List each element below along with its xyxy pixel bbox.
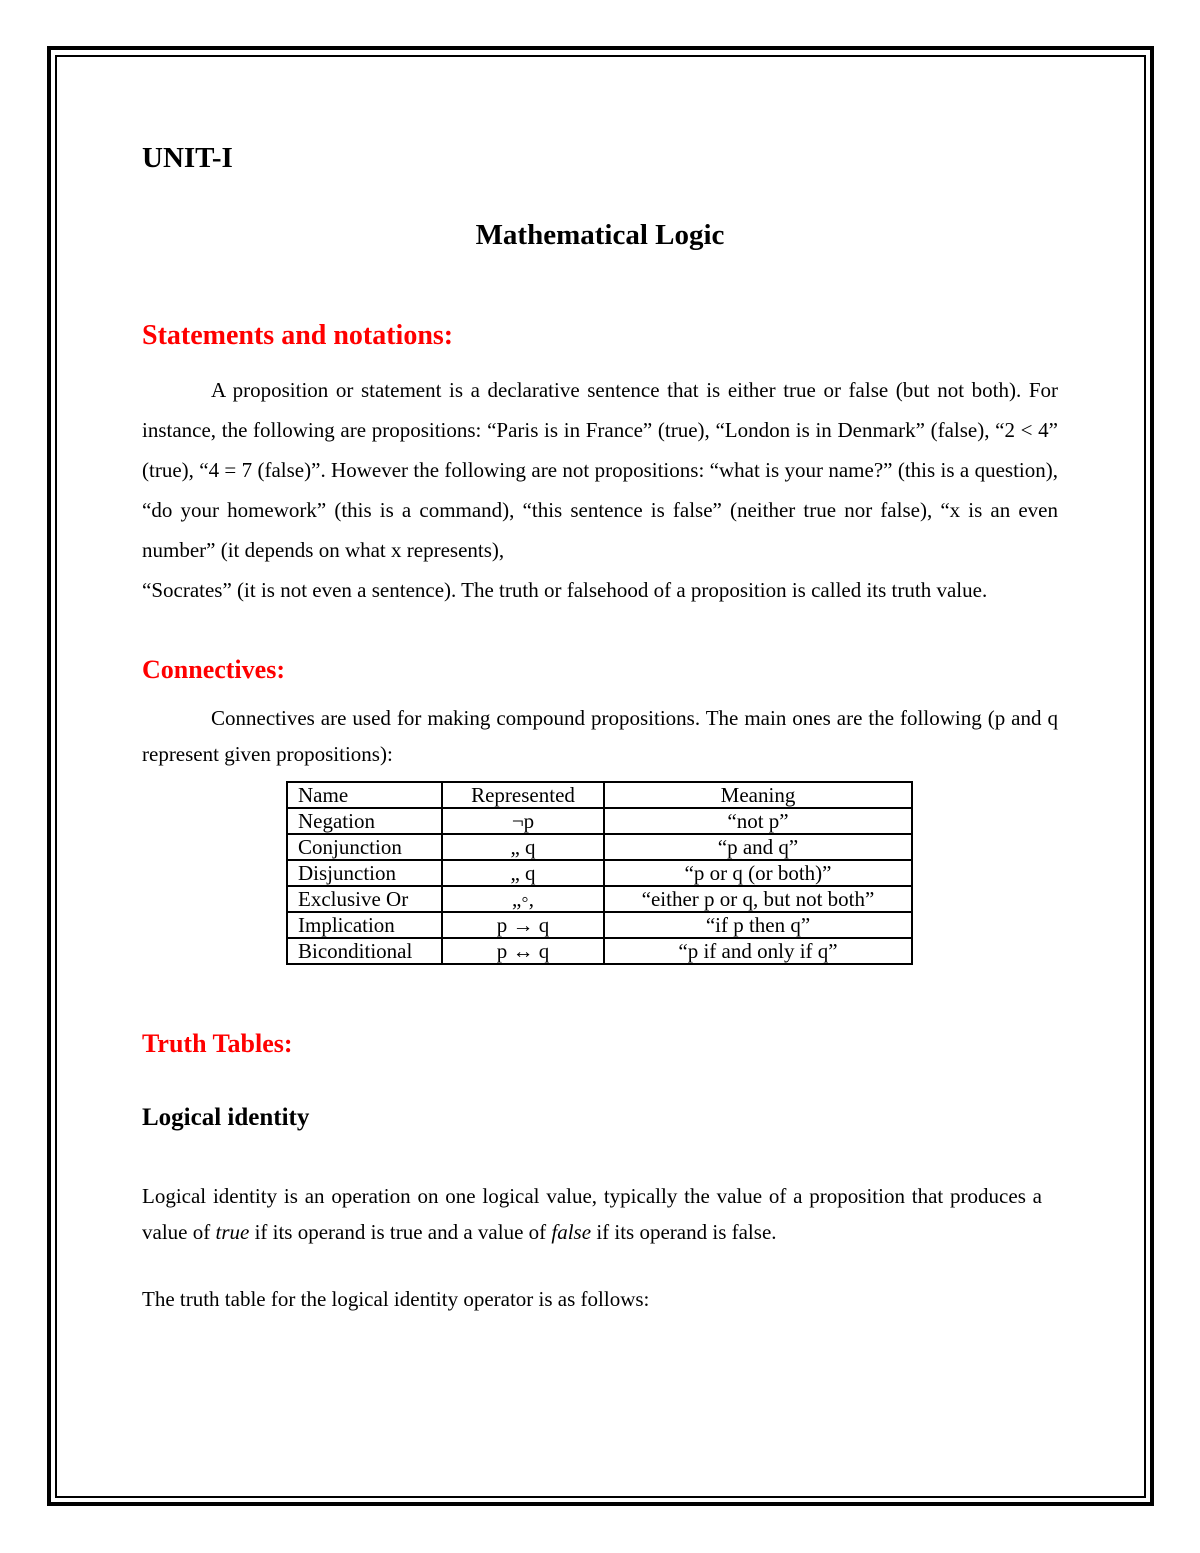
table-cell-meaning: “p if and only if q” (604, 938, 912, 964)
table-header-row (287, 782, 912, 808)
identity-text-start: Logical identity is an operation on one logical value, typically the value of a proposition that produces a value of (142, 1184, 1042, 1244)
table-row (287, 886, 912, 912)
table-row (287, 860, 912, 886)
connectives-text: Connectives are used for making compound propositions. The main ones are the following (p and q represent given propositions): (142, 706, 1058, 766)
table-header-represented: Represented (442, 782, 604, 808)
logical-identity-heading: Logical identity (142, 1104, 310, 1131)
table-cell-meaning: “p or q (or both)” (604, 860, 912, 886)
table-cell-meaning: “p and q” (604, 834, 912, 860)
table-cell-name: Negation (287, 808, 442, 834)
table-cell-represented: p → q (442, 912, 604, 938)
table-cell-meaning: “if p then q” (604, 912, 912, 938)
table-cell-name: Exclusive Or (287, 886, 442, 912)
table-row (287, 912, 912, 938)
table-cell-represented: „ q (442, 834, 604, 860)
statements-paragraph (142, 370, 1058, 570)
table-header-name: Name (287, 782, 442, 808)
logical-identity-paragraph (142, 1178, 1042, 1250)
statements-text-2: “Socrates” (it is not even a sentence). The truth or falsehood of a proposition is called its truth value. (142, 578, 988, 602)
truth-tables-heading: Truth Tables: (142, 1029, 293, 1058)
identity-text-mid: if its operand is true and a value of (249, 1220, 552, 1244)
statements-paragraph-2 (142, 572, 1058, 608)
connectives-heading: Connectives: (142, 655, 285, 684)
unit-label: UNIT-I (142, 142, 233, 174)
identity-italic-false: false (551, 1220, 592, 1244)
table-cell-represented: ¬p (442, 808, 604, 834)
table-cell-name: Disjunction (287, 860, 442, 886)
table-cell-represented: „◦, (442, 886, 604, 912)
connectives-paragraph (142, 700, 1058, 772)
identity-italic-true: true (215, 1220, 250, 1244)
table-header-meaning: Meaning (604, 782, 912, 808)
page-title: Mathematical Logic (475, 219, 725, 251)
identity-text-end: if its operand is false. (591, 1220, 777, 1244)
table-row (287, 938, 912, 964)
statements-text: A proposition or statement is a declarative sentence that is either true or false (but not both). For instance, the following are propositions: “Paris is in France” (true), “London is in Denmark” (false), “2 < 4” (true), “4 = 7 (false)”. However the following are not propositions: “what is your name?” (this is a question), “do your homework” (this is a command), “this sentence is false” (neither true nor false), “x is an even number” (it depends on what x represents), (142, 378, 1058, 562)
table-cell-name: Conjunction (287, 834, 442, 860)
table-row (287, 834, 912, 860)
table-cell-name: Biconditional (287, 938, 442, 964)
table-cell-name: Implication (287, 912, 442, 938)
truth-table-intro: The truth table for the logical identity operator is as follows: (142, 1287, 650, 1311)
table-cell-represented: p ↔ q (442, 938, 604, 964)
table-cell-meaning: “not p” (604, 808, 912, 834)
connectives-table (286, 781, 913, 965)
page-border-inner (55, 55, 1146, 1498)
table-cell-represented: „ q (442, 860, 604, 886)
statements-heading: Statements and notations: (142, 320, 454, 351)
table-cell-meaning: “either p or q, but not both” (604, 886, 912, 912)
table-row (287, 808, 912, 834)
